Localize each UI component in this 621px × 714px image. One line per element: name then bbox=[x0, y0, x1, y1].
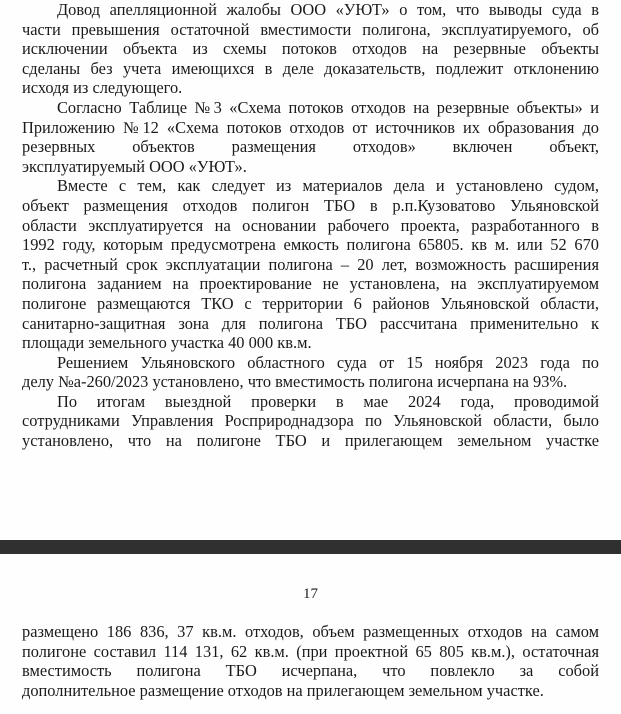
text-line: Довод апелляционной жалобы ООО «УЮТ» о том, что выводы суда в bbox=[57, 0, 599, 19]
text-line: полигоне размещаются ТКО с территории 6 районов Ульяновской области, bbox=[22, 293, 599, 313]
text-line: сделаны без учета имеющихся в деле доказательств, подлежит отклонению bbox=[22, 58, 599, 78]
text-line: установлено, что на полигоне ТБО и прилегающем земельном участке bbox=[22, 431, 599, 451]
text-line: По итогам выездной проверки в мае 2024 года, проводимой bbox=[57, 391, 599, 411]
text-line: полигоне составил 114 131, 62 кв.м. (при проектной 65 805 кв.м.), остаточная bbox=[22, 641, 599, 661]
text-line: полигона заданием на проектирование не установлена, на эксплуатируемом bbox=[22, 274, 599, 294]
text-line: делу №а-260/2023 установлено, что вместимость полигона исчерпана на 93%. bbox=[22, 372, 568, 392]
text-line: санитарно-защитная зона для полигона ТБО рассчитана применительно к bbox=[22, 313, 599, 333]
paragraph-inspection bbox=[22, 392, 599, 451]
text-line: эксплуатируемый ООО «УЮТ». bbox=[22, 156, 247, 176]
page-number: 17 bbox=[303, 586, 318, 602]
text-line: Приложению №12 «Схема потоков отходов от источников их образования до bbox=[22, 117, 599, 137]
paragraph-inspection-continued bbox=[22, 622, 599, 700]
paragraph-appeal-argument bbox=[22, 0, 599, 98]
text-line: исходя из следующего. bbox=[22, 78, 183, 98]
text-line: части превышения остаточной вместимости полигона, эксплуатируемого, об bbox=[22, 19, 599, 39]
text-line: области эксплуатируется на основании рабочего проекта, разработанного в bbox=[22, 215, 599, 235]
text-line: Вместе с тем, как следует из материалов дела и установлено судом, bbox=[57, 176, 599, 196]
text-line: объект размещения отходов полигон ТБО в р.п.Кузоватово Ульяновской bbox=[22, 195, 599, 215]
page-top-text bbox=[22, 0, 599, 451]
text-line: площади земельного участка 40 000 кв.м. bbox=[22, 333, 312, 353]
text-line: Решением Ульяновского областного суда от 15 ноября 2023 года по bbox=[57, 352, 599, 372]
paragraph-table-3 bbox=[22, 98, 599, 176]
text-line: резервных объектов размещения отходов» включен объект, bbox=[22, 137, 599, 157]
text-line: 1992 году, которым предусмотрена емкость полигона 65805. кв м. или 52 670 bbox=[22, 235, 599, 255]
page-bottom-text bbox=[22, 622, 599, 700]
text-line: т., расчетный срок эксплуатации полигона – 20 лет, возможность расширения bbox=[22, 254, 599, 274]
page-break-separator bbox=[0, 540, 621, 554]
text-line: размещено 186 836, 37 кв.м. отходов, объем размещенных отходов на самом bbox=[22, 622, 599, 641]
text-line: сотрудниками Управления Росприроднадзора по Ульяновской области, было bbox=[22, 411, 599, 431]
paragraph-landfill-facts bbox=[22, 176, 599, 352]
text-line: дополнительное размещение отходов на прилегающем земельном участке. bbox=[22, 680, 544, 700]
text-line: вместимость полигона ТБО исчерпана, что повлекло за собой bbox=[22, 661, 599, 681]
text-line: Согласно Таблице №3 «Схема потоков отходов на резервные объекты» и bbox=[57, 97, 599, 117]
text-line: исключении объекта из схемы потоков отходов на резервные объекты bbox=[22, 39, 599, 59]
paragraph-court-decision bbox=[22, 353, 599, 392]
